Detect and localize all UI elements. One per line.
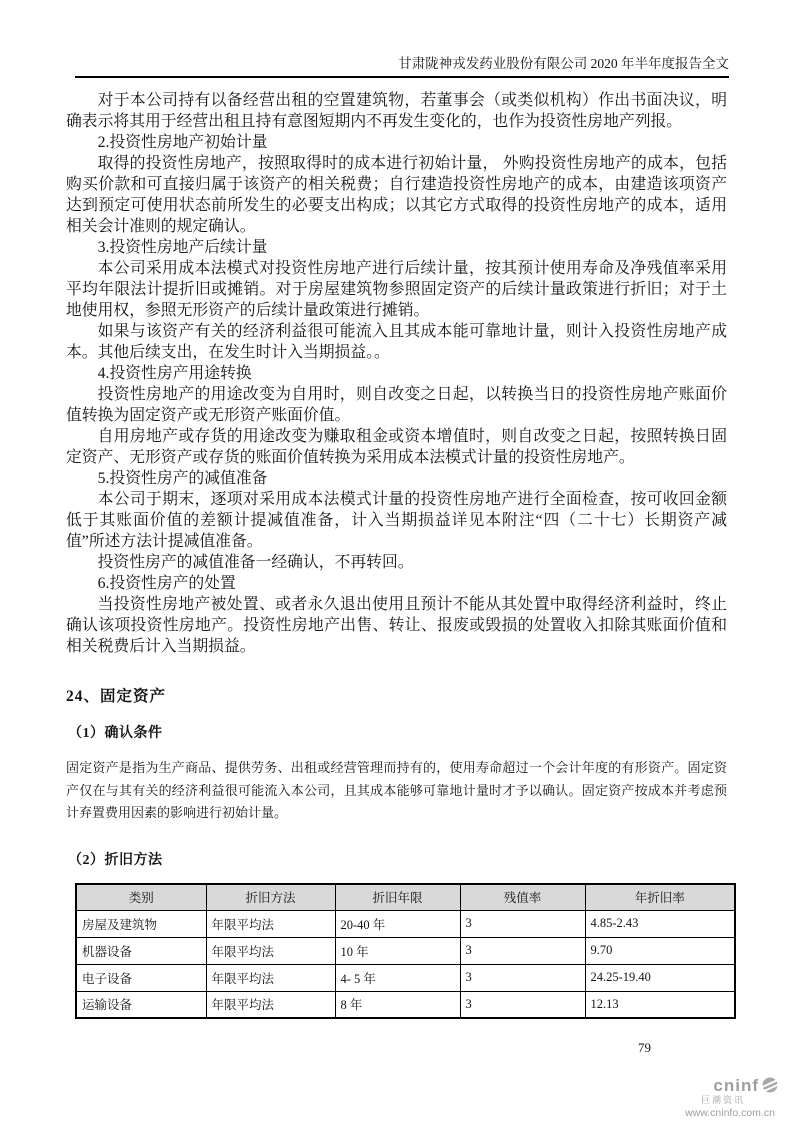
depreciation-table xyxy=(75,883,736,1019)
table-row xyxy=(76,991,735,1018)
section-heading-fixed-assets: 24、固定资产 xyxy=(66,688,167,705)
body-paragraph: 取得的投资性房地产，按照取得时的成本进行初始计量， 外购投资性房地产的成本，包括购买价款和可直接归属于该资产的相关税费；自行建造投资性房地产的成本，由建造该项资产达到预定可使用状态前所发生的必要支出构成；以其它方式取得的投资性房地产的成本，适用相关会计准则的规定确认。 xyxy=(66,155,727,235)
cninfo-logo xyxy=(675,1076,785,1119)
table-row xyxy=(76,910,735,937)
table-cell: 9.70 xyxy=(585,937,735,964)
cninfo-brand-text: cninf xyxy=(713,1075,759,1095)
cninfo-url: www.cninfo.com.cn xyxy=(685,1107,775,1119)
report-header: 甘肃陇神戎发药业股份有限公司 2020 年半年度报告全文 xyxy=(75,56,729,78)
table-header-row xyxy=(76,884,735,910)
body-paragraph: 5.投资性房产的减值准备 xyxy=(97,470,268,487)
table-header-cell: 残值率 xyxy=(460,884,585,910)
table-cell: 年限平均法 xyxy=(206,910,335,937)
table-header-cell: 类别 xyxy=(76,884,206,910)
cninfo-brand-cn: 巨潮资讯 xyxy=(700,1095,745,1105)
table-cell: 3 xyxy=(460,937,585,964)
table-cell: 8 年 xyxy=(335,991,460,1018)
body-paragraph: 4.投资性房产用途转换 xyxy=(97,365,252,382)
table-cell: 3 xyxy=(460,910,585,937)
body-paragraph: 当投资性房地产被处置、或者永久退出使用且预计不能从其处置中取得经济利益时，终止确认该项投资性房地产。投资性房地产出售、转让、报废或毁损的处置收入扣除其账面价值和相关税费后计入当期损益。 xyxy=(66,596,727,655)
cninfo-swirl-icon xyxy=(761,1076,779,1094)
table-cell: 4.85-2.43 xyxy=(585,910,735,937)
body-paragraph: 自用房地产或存货的用途改变为赚取租金或资本增值时，则自改变之日起，按照转换日固定资产、无形资产或存货的账面价值转换为采用成本法模式计量的投资性房地产。 xyxy=(66,428,727,466)
body-paragraph: 2.投资性房地产初始计量 xyxy=(97,134,268,151)
body-paragraph: 本公司采用成本法模式对投资性房地产进行后续计量，按其预计使用寿命及净残值率采用平均年限法计提折旧或摊销。对于房屋建筑物参照固定资产的后续计量政策进行折旧；对于土地使用权，参照无形资产的后续计量政策进行摊销。 xyxy=(66,260,727,319)
table-header-cell: 折旧年限 xyxy=(335,884,460,910)
body-paragraph: 本公司于期末，逐项对采用成本法模式计量的投资性房地产进行全面检查，按可收回金额低于其账面价值的差额计提减值准备，计入当期损益详见本附注“四（二十七）长期资产减值”所述方法计提减值准备。 xyxy=(66,491,727,550)
table-cell: 年限平均法 xyxy=(206,937,335,964)
table-cell: 24.25-19.40 xyxy=(585,964,735,991)
page-number: 79 xyxy=(638,1040,651,1055)
table-cell: 3 xyxy=(460,991,585,1018)
table-cell: 10 年 xyxy=(335,937,460,964)
body-paragraph: 6.投资性房产的处置 xyxy=(97,575,236,592)
table-cell: 机器设备 xyxy=(76,937,206,964)
table-cell: 3 xyxy=(460,964,585,991)
table-row xyxy=(76,964,735,991)
table-cell: 房屋及建筑物 xyxy=(76,910,206,937)
table-row xyxy=(76,937,735,964)
table-cell: 4- 5 年 xyxy=(335,964,460,991)
table-header-cell: 年折旧率 xyxy=(585,884,735,910)
body-paragraph: 投资性房产的减值准备一经确认，不再转回。 xyxy=(97,554,414,571)
recognition-paragraph: 固定资产是指为生产商品、提供劳务、出租或经营管理而持有的，使用寿命超过一个会计年度的有形资产。固定资产仅在与其有关的经济利益很可能流入本公司，且其成本能够可靠地计量时才予以确认。固定资产按成本并考虑预计弃置费用因素的影响进行初始计量。 xyxy=(66,760,727,820)
table-cell: 年限平均法 xyxy=(206,991,335,1018)
table-header-cell: 折旧方法 xyxy=(206,884,335,910)
body-paragraph: 对于本公司持有以备经营出租的空置建筑物，若董事会（或类似机构）作出书面决议，明确表示将其用于经营出租且持有意图短期内不再发生变化的，也作为投资性房地产列报。 xyxy=(66,92,727,130)
subsection-heading-depreciation: （2）折旧方法 xyxy=(68,853,163,868)
table-cell: 12.13 xyxy=(585,991,735,1018)
subsection-heading-recognition: （1）确认条件 xyxy=(68,726,163,741)
body-paragraph: 如果与该资产有关的经济利益很可能流入且其成本能可靠地计量，则计入投资性房地产成本。其他后续支出，在发生时计入当期损益。。 xyxy=(66,323,727,361)
table-cell: 年限平均法 xyxy=(206,964,335,991)
table-cell: 20-40 年 xyxy=(335,910,460,937)
table-cell: 电子设备 xyxy=(76,964,206,991)
body-paragraph: 3.投资性房地产后续计量 xyxy=(97,239,268,256)
body-text-block xyxy=(66,90,727,657)
body-paragraph: 投资性房地产的用途改变为自用时，则自改变之日起，以转换当日的投资性房地产账面价值转换为固定资产或无形资产账面价值。 xyxy=(66,386,727,424)
table-cell: 运输设备 xyxy=(76,991,206,1018)
